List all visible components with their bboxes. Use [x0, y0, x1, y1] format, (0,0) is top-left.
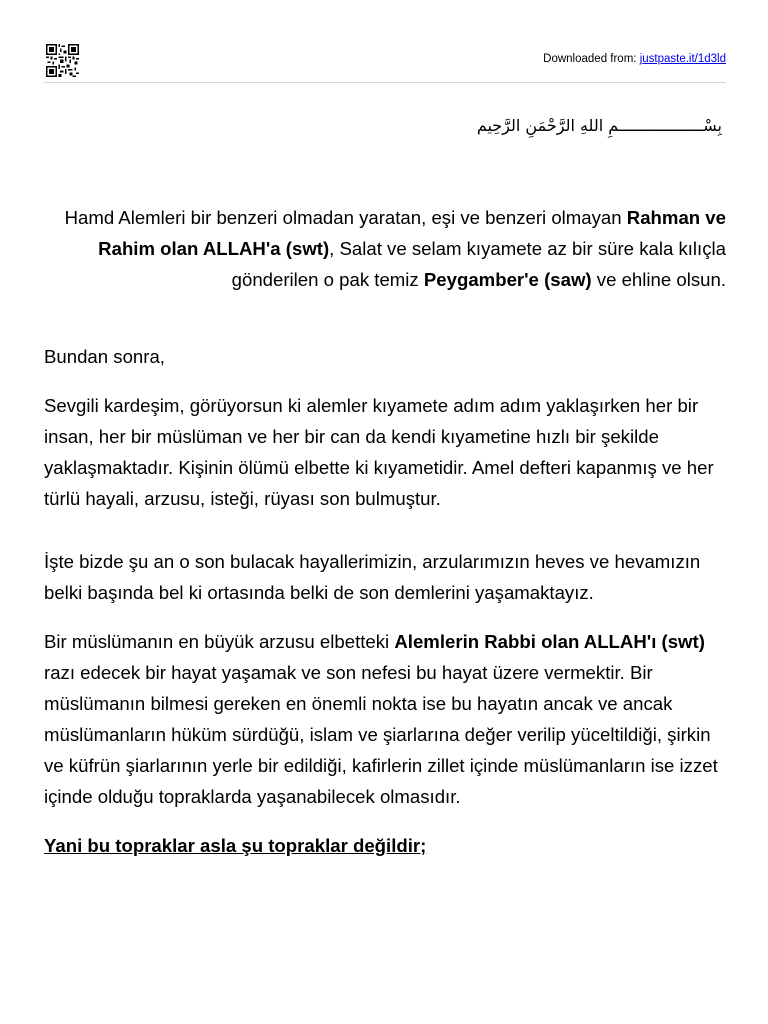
- source-link[interactable]: justpaste.it/1d3ld: [639, 53, 726, 65]
- paragraph-text-1: Bir müslümanın en büyük arzusu elbetteki: [44, 631, 395, 652]
- paragraph-sevgili: Sevgili kardeşim, görüyorsun ki alemler kıyamete adım adım yaklaşırken her bir insan, her bir müslüman ve her bir can da kendi kıyametine hızlı bir şekilde yaklaşmaktadır. Kişinin ölümü elbette ki kıyametidir. Amel defteri kapanmış ve her türlü hayali, arzusu, isteği, rüyası son bulmuştur.: [44, 395, 714, 509]
- intro-text-2: , Salat ve selam kıyamete az bir süre kala kılıçla gönderilen o pak temiz: [231, 238, 726, 290]
- download-label: Downloaded from:: [543, 53, 640, 65]
- qr-code-icon: [44, 44, 81, 77]
- page-header: [44, 44, 726, 83]
- paragraph-iste: İşte bizde şu an o son bulacak hayallerimizin, arzularımızın heves ve hevamızın belki başında bel ki ortasında belki de son demlerini yaşamaktayız.: [44, 551, 701, 603]
- basmala: بِسْــــــــــــــــــمِ اللهِ الرَّحْمَنِ الرَّحِيم: [476, 116, 722, 135]
- paragraph-yani: Yani bu topraklar asla şu topraklar değildir;: [44, 835, 427, 856]
- paragraph-bold-rabb: Alemlerin Rabbi olan ALLAH'ı (swt): [394, 631, 705, 652]
- intro-paragraph: [44, 202, 726, 295]
- article-body: [44, 202, 726, 861]
- download-source: [543, 52, 726, 66]
- intro-bold-allah: Rahman ve Rahim olan ALLAH'a (swt): [98, 207, 726, 259]
- paragraph-bir-musluman: [44, 626, 726, 812]
- intro-text-1: Hamd Alemleri bir benzeri olmadan yaratan, eşi ve benzeri olmayan: [64, 207, 627, 228]
- paragraph-text-2: razı edecek bir hayat yaşamak ve son nefesi bu hayat üzere vermektir. Bir müslümanın bilmesi gereken en önemli nokta ise bu hayatın ancak ve ancak müslümanların hüküm sürdüğü, islam ve şiarlarına değer verilip yüceltildiği, şirkin ve küfrün şiarlarının yerle bir edildiği, kafirlerin zillet içinde müslümanların ise izzet içinde olduğu topraklarda yaşanabilecek olmasıdır.: [44, 662, 718, 807]
- intro-text-3: ve ehline olsun.: [591, 269, 726, 290]
- intro-bold-peygamber: Peygamber'e (saw): [423, 269, 592, 290]
- paragraph-bundan-sonra: Bundan sonra,: [44, 346, 165, 367]
